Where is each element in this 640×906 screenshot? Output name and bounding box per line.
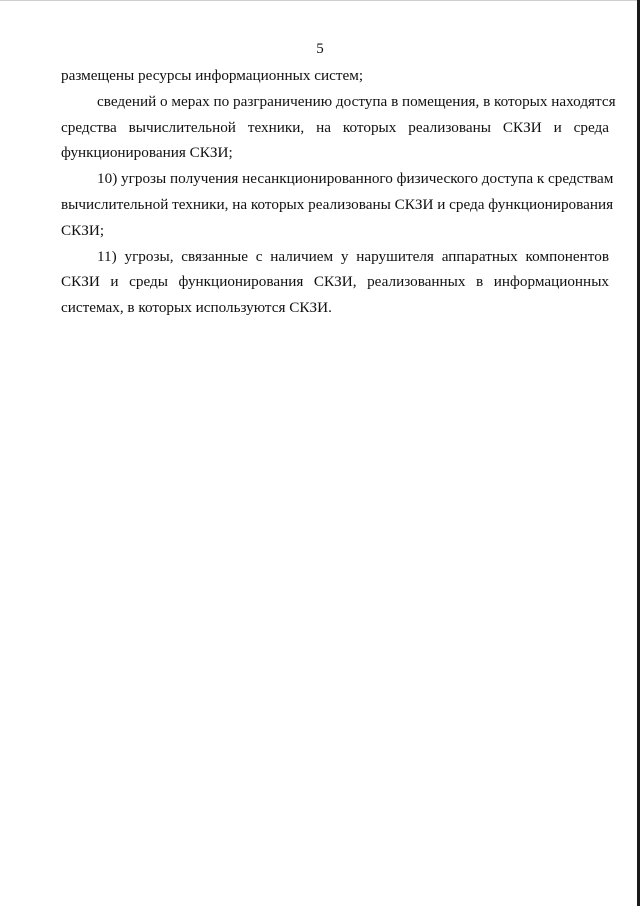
paragraph [61, 89, 616, 166]
text-line: СКЗИ и среды функционирования СКЗИ, реализованных в информационных [61, 273, 609, 291]
text-line: размещены ресурсы информационных систем; [61, 67, 364, 84]
scan-top-edge [0, 0, 640, 1]
paragraph [61, 166, 614, 243]
text-line: сведений о мерах по разграничению доступа в помещения, в которых находятся [97, 92, 616, 110]
text-line: вычислительной техники, на которых реализованы СКЗИ и среда функционирования [61, 195, 614, 213]
text-line: системах, в которых используются СКЗИ. [61, 299, 332, 317]
text-line: 10) угрозы получения несанкционированного физического доступа к средствам [97, 170, 614, 188]
page-number: 5 [316, 41, 324, 57]
paragraph [61, 244, 609, 321]
text-line: СКЗИ; [61, 221, 105, 239]
paragraph [61, 63, 609, 89]
text-line: средства вычислительной техники, на которых реализованы СКЗИ и среда [61, 118, 609, 136]
text-line: функционирования СКЗИ; [61, 144, 233, 162]
document-body [61, 63, 616, 321]
text-line: 11) угрозы, связанные с наличием у нарушителя аппаратных компонентов [97, 247, 609, 265]
